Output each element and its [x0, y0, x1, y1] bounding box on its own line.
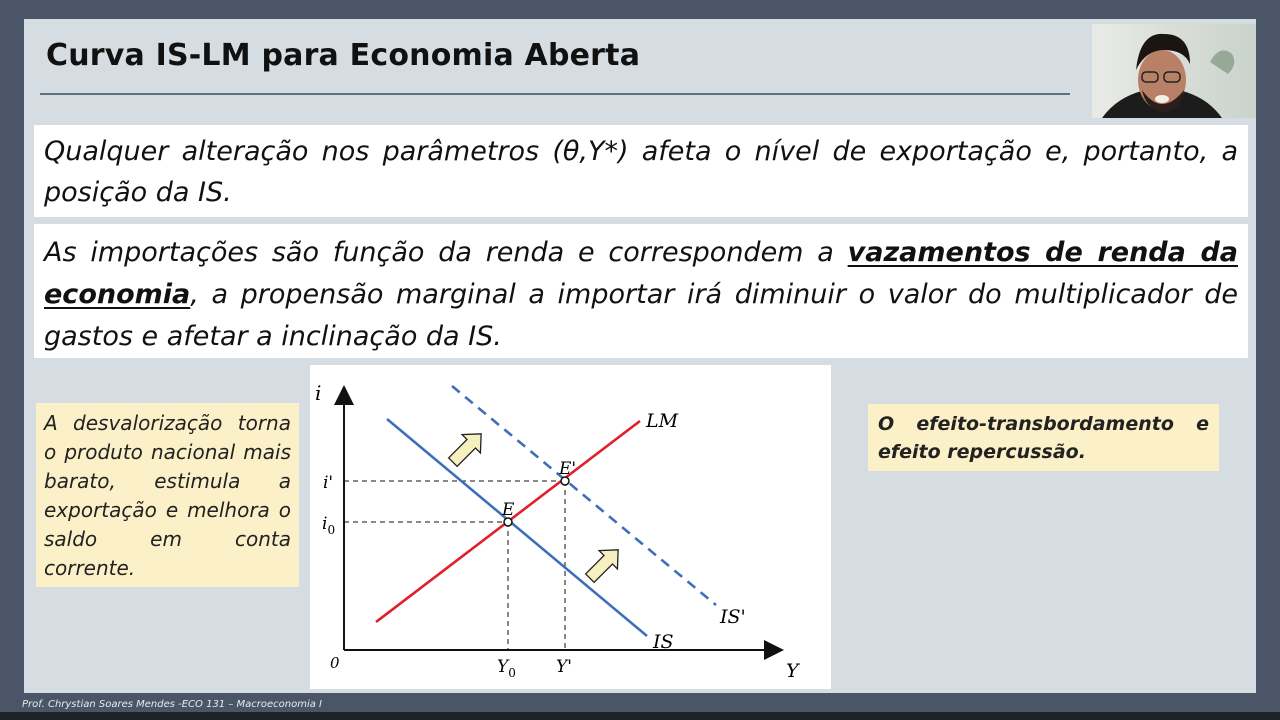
paragraph-imports-text — [44, 232, 1238, 358]
slide-footer: Prof. Chrystian Soares Mendes -ECO 131 – Macroeconomia I — [22, 699, 323, 710]
devaluation-note: A desvalorização torna o produto nacional mais barato, estimula a exportação e melhora o saldo em conta corrente. — [36, 403, 299, 587]
is-curve — [387, 419, 647, 636]
e-label: E — [502, 500, 515, 520]
shift-arrow-upper — [444, 425, 491, 472]
video-bottom-bar — [0, 712, 1280, 720]
shift-arrow-lower — [581, 541, 628, 588]
paragraph-parameters — [34, 125, 1248, 217]
slide-title: Curva IS-LM para Economia Aberta — [46, 38, 641, 73]
lm-label: LM — [646, 410, 679, 432]
i-prime-label: i' — [323, 473, 334, 493]
spillover-note: O efeito-transbordamento e efeito repercussão. — [868, 404, 1219, 471]
is-prime-label: IS' — [720, 606, 746, 628]
origin-label: 0 — [330, 654, 340, 672]
highlighted-term: vazamentos de renda da economia — [44, 237, 1238, 310]
y-prime-label: Y' — [556, 657, 572, 677]
is-lm-graph — [310, 365, 831, 689]
y0-label: $Y_0$ — [497, 657, 516, 680]
y-axis-label: i — [315, 381, 322, 405]
e-prime-label: E' — [559, 459, 577, 479]
x-axis-label: Y — [786, 660, 799, 682]
presenter-webcam — [1092, 24, 1256, 118]
i0-label: $i_0$ — [322, 514, 336, 537]
paragraph-parameters-text: Qualquer alteração nos parâmetros (θ,Y*) afeta o nível de exportação e, portanto, a posição da IS. — [44, 136, 1238, 208]
paragraph-imports-end: , a propensão marginal a importar irá diminuir o valor do multiplicador de gastos e afetar a inclinação da IS. — [44, 279, 1238, 352]
is-label: IS — [653, 631, 674, 653]
title-divider — [40, 93, 1070, 95]
is-lm-diagram — [310, 365, 831, 689]
paragraph-imports — [34, 224, 1248, 358]
presenter-video-icon — [1092, 24, 1256, 118]
paragraph-imports-start: As importações são função da renda e correspondem a — [44, 237, 848, 268]
